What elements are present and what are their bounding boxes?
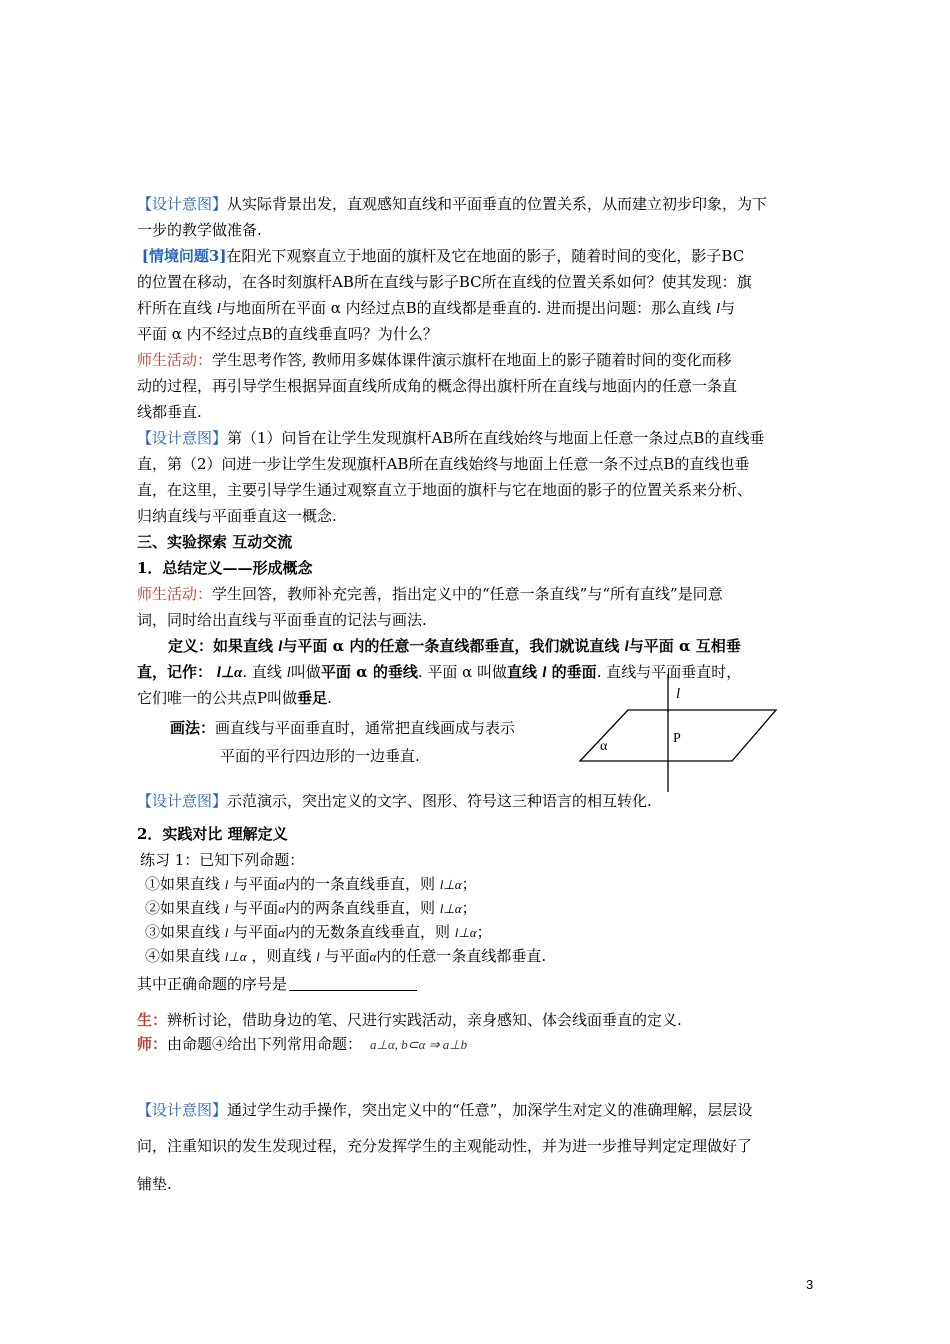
tag-design-intent: 【设计意图】: [137, 1101, 228, 1119]
exercise-item-2: ②如果直线 l 与平面α内的两条直线垂直，则 l⊥α；: [145, 899, 477, 917]
text-line: 的位置在移动，在各时刻旗杆AB所在直线与影子BC所在直线的位置关系如何？使其发现：旗: [137, 273, 752, 291]
definition: 定义：如果直线 l与平面 α 内的任意一条直线都垂直，我们就说直线 l与平面 α 互相垂: [168, 637, 741, 655]
page-number: 3: [806, 1277, 814, 1292]
exercise-item-4: ④如果直线 l⊥α ，则直线 l 与平面α内的任意一条直线都垂直.: [145, 947, 547, 965]
para-activity-1: 师生活动：学生思考作答, 教师用多媒体课件演示旗杆在地面上的影子随着时间的变化而移: [137, 351, 732, 369]
student-line: 生：辨析讨论，借助身边的笔、尺进行实践活动，亲身感知、体会线面垂直的定义.: [137, 1011, 682, 1029]
para-activity-2: 师生活动：学生回答，教师补充完善，指出定义中的“任意一条直线”与“所有直线”是同意: [137, 585, 723, 603]
tag-activity: 师生活动：: [137, 351, 213, 369]
subsection-heading-2: 2．实践对比 理解定义: [137, 825, 288, 843]
tag-activity: 师生活动：: [137, 585, 213, 603]
text-line: 铺垫.: [137, 1175, 172, 1193]
para-design-intent-4: 【设计意图】通过学生动手操作，突出定义中的“任意”，加深学生对定义的准确理解，层层设: [137, 1101, 753, 1119]
definition-line-3: 它们唯一的公共点P叫做垂足.: [137, 689, 332, 707]
definition-line-2: 直，记作： l⊥α. 直线 l叫做平面 α 的垂线. 平面 α 叫做直线 l 的垂面. 直线与平面垂直时，: [137, 663, 742, 681]
tag-teacher: 师：: [137, 1035, 168, 1053]
text-line: 线都垂直.: [137, 403, 202, 421]
point-label: P: [673, 731, 681, 746]
text-line: 动的过程，再引导学生根据异面直线所成角的概念得出旗杆所在直线与地面内的任意一条直: [137, 377, 738, 395]
text-line: 问，注重知识的发生发现过程，充分发挥学生的主观能动性，并为进一步推导判定定理做好了: [137, 1137, 753, 1155]
text-line: 直，在这里，主要引导学生通过观察直立于地面的旗杆与它在地面的影子的位置关系来分析、: [137, 481, 753, 499]
text-line: 一步的教学做准备.: [137, 221, 262, 239]
tag-student: 生：: [137, 1011, 168, 1029]
perpendicular-figure: [570, 674, 782, 794]
text-line: 平面的平行四边形的一边垂直.: [220, 747, 420, 765]
tag-design-intent: 【设计意图】: [137, 429, 228, 447]
para-design-intent-3: 【设计意图】示范演示，突出定义的文字、图形、符号这三种语言的相互转化.: [137, 792, 652, 810]
para-design-intent-1: 【设计意图】从实际背景出发，直观感知直线和平面垂直的位置关系，从而建立初步印象，为下: [137, 195, 768, 213]
tag-drawing: 画法：: [170, 719, 216, 737]
para-situation-3: [情境问题3]在阳光下观察直立于地面的旗杆及它在地面的影子，随着时间的变化，影子BC: [141, 247, 745, 265]
formula: a⊥α, b⊂α ⇒ a⊥b: [370, 1037, 468, 1052]
plane-label: α: [600, 739, 608, 754]
exercise-title: 练习 1：已知下列命题：: [140, 851, 305, 869]
text-line: 杆所在直线 l与地面所在平面 α 内经过点B的直线都是垂直的. 进而提出问题：那么直线 l与: [137, 299, 736, 317]
tag-design-intent: 【设计意图】: [137, 792, 228, 810]
answer-blank[interactable]: [289, 974, 417, 991]
text-line: 归纳直线与平面垂直这一概念.: [137, 507, 337, 525]
exercise-item-1: ①如果直线 l 与平面α内的一条直线垂直，则 l⊥α；: [145, 875, 477, 893]
text-line: 平面 α 内不经过点B的直线垂直吗？为什么？: [137, 325, 438, 343]
text-line: 直，第（2）问进一步让学生发现旗杆AB所在直线始终与地面上任意一条不过点B的直线也垂: [137, 455, 750, 473]
exercise-item-3: ③如果直线 l 与平面α内的无数条直线垂直，则 l⊥α；: [145, 923, 492, 941]
teacher-line: 师：由命题④给出下列常用命题： a⊥α, b⊂α ⇒ a⊥b: [137, 1035, 468, 1053]
exercise-answer: 其中正确命题的序号是: [137, 972, 417, 996]
para-design-intent-2: 【设计意图】第（1）问旨在让学生发现旗杆AB所在直线始终与地面上任意一条过点B的直线垂: [137, 429, 765, 447]
drawing-method: 画法：画直线与平面垂直时，通常把直线画成与表示: [170, 719, 516, 737]
section-heading-3: 三、实验探索 互动交流: [137, 533, 293, 551]
tag-design-intent: 【设计意图】: [137, 195, 228, 213]
tag-situation-3: [情境问题3]: [141, 247, 227, 265]
text-line: 词，同时给出直线与平面垂直的记法与画法.: [137, 611, 427, 629]
line-label: l: [676, 686, 681, 702]
subsection-heading-1: 1．总结定义——形成概念: [137, 559, 313, 577]
